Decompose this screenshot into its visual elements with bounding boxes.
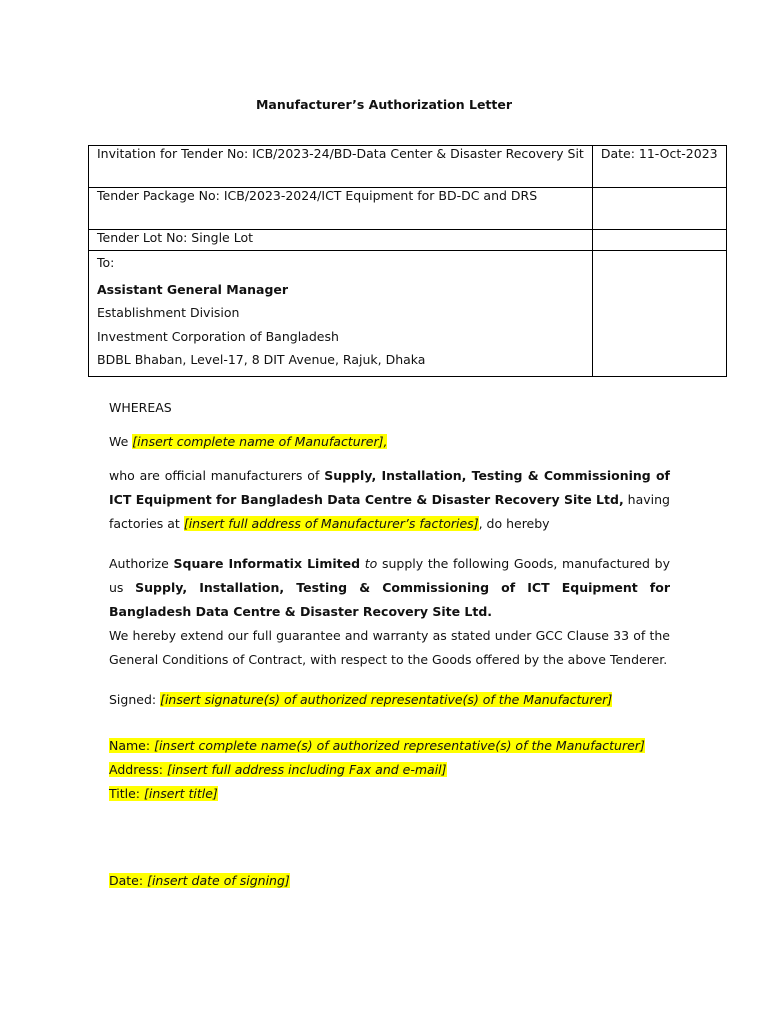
authorization-paragraph <box>109 552 670 624</box>
lot-no-cell: Tender Lot No: Single Lot <box>89 230 593 251</box>
address-placeholder: [insert full address including Fax and e-mail] <box>166 762 447 777</box>
date-placeholder: [insert date of signing] <box>147 873 290 888</box>
manufacturer-name-placeholder: [insert complete name of Manufacturer], <box>132 434 388 449</box>
table-row <box>89 230 727 251</box>
we-text: We <box>109 434 133 449</box>
warranty-paragraph: We hereby extend our full guarantee and warranty as stated under GCC Clause 33 of the General Conditions of Contract, with respect to the Goods offered by the above Tenderer. <box>109 628 670 667</box>
title-line <box>109 782 670 806</box>
addressee-address: BDBL Bhaban, Level-17, 8 DIT Avenue, Rajuk, Dhaka <box>97 352 426 367</box>
date-label: Date: <box>109 873 148 888</box>
tender-no-cell: Invitation for Tender No: ICB/2023-24/BD-Data Center & Disaster Recovery Sit <box>89 146 593 188</box>
signed-line <box>109 688 670 712</box>
factories-placeholder: [insert full address of Manufacturer’s factories] <box>183 516 479 531</box>
empty-cell <box>592 230 726 251</box>
name-placeholder: [insert complete name(s) of authorized representative(s) of the Manufacturer] <box>154 738 645 753</box>
address-label: Address: <box>109 762 167 777</box>
manufacturer-paragraph <box>109 464 670 536</box>
para-text: who are official manufacturers of <box>109 468 325 483</box>
address-line <box>109 758 670 782</box>
package-no-cell: Tender Package No: ICB/2023-2024/ICT Equipment for BD-DC and DRS <box>89 188 593 230</box>
date-cell: Date: 11-Oct-2023 <box>592 146 726 188</box>
letter-body <box>109 396 670 893</box>
project-name: Supply, Installation, Testing & Commissioning of ICT Equipment for Bangladesh Data Centre & Disaster Recovery Site Ltd, <box>109 468 670 507</box>
signed-label: Signed: <box>109 692 161 707</box>
name-label: Name: <box>109 738 155 753</box>
empty-cell <box>592 188 726 230</box>
table-row <box>89 146 727 188</box>
tenderer-name: Square Informatix Limited <box>173 556 361 571</box>
empty-cell <box>592 251 726 377</box>
title-label: Title: <box>109 786 144 801</box>
table-row <box>89 188 727 230</box>
addressee-division: Establishment Division <box>97 305 240 320</box>
para-text: having factories at <box>109 492 670 531</box>
to-label: To: <box>97 255 115 270</box>
date-line <box>109 869 670 893</box>
para-text: Authorize <box>109 556 174 571</box>
whereas-line: WHEREAS <box>109 400 172 415</box>
para-text: , do hereby <box>478 516 550 531</box>
project-name: Supply, Installation, Testing & Commissioning of ICT Equipment for Bangladesh Data Centre & Disaster Recovery Site Ltd. <box>109 580 670 619</box>
letter-title: Manufacturer’s Authorization Letter <box>255 97 513 112</box>
para-text: supply the following Goods, manufactured by us <box>109 556 670 595</box>
signature-placeholder: [insert signature(s) of authorized representative(s) of the Manufacturer] <box>160 692 613 707</box>
name-line <box>109 734 670 758</box>
title-placeholder: [insert title] <box>143 786 218 801</box>
addressee-cell <box>89 251 593 377</box>
we-line <box>109 430 670 454</box>
addressee-name: Assistant General Manager <box>97 281 289 297</box>
table-row <box>89 251 727 377</box>
addressee-organization: Investment Corporation of Bangladesh <box>97 328 339 344</box>
para-text: to <box>364 556 378 571</box>
tender-info-table <box>88 145 727 377</box>
